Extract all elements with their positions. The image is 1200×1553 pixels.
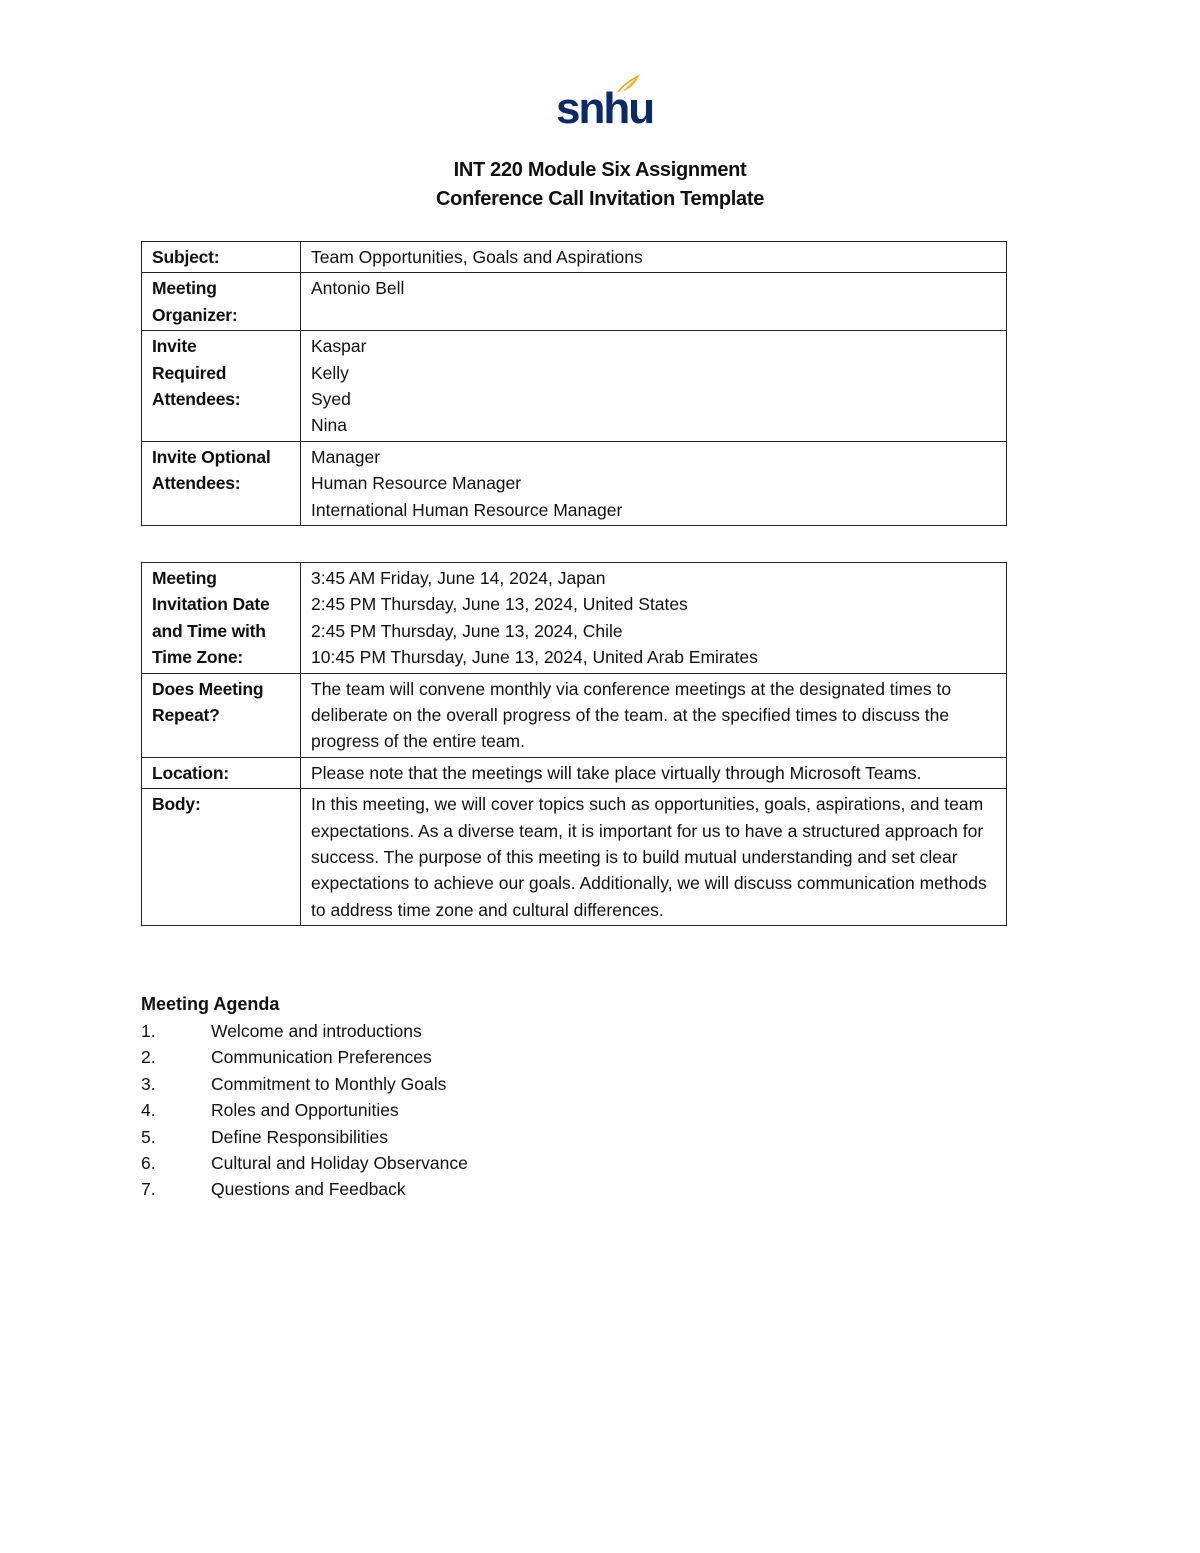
location-label: Location: — [142, 757, 301, 788]
organizer-label: Meeting Organizer: — [142, 273, 301, 331]
organizer-value: Antonio Bell — [301, 273, 1007, 331]
list-item — [141, 1018, 1007, 1044]
list-item: Nina — [311, 415, 347, 436]
table-row-datetime — [142, 563, 1007, 674]
agenda-text: Cultural and Holiday Observance — [211, 1152, 468, 1173]
agenda-text: Communication Preferences — [211, 1047, 432, 1068]
list-item: 2:45 PM Thursday, June 13, 2024, United States — [311, 594, 688, 615]
agenda-text: Commitment to Monthly Goals — [211, 1073, 447, 1094]
location-value: Please note that the meetings will take place virtually through Microsoft Teams. — [301, 757, 1007, 788]
agenda-list — [141, 1018, 1007, 1203]
list-item — [141, 1124, 1007, 1150]
list-item — [141, 1150, 1007, 1176]
table-row-optional-attendees — [142, 441, 1007, 525]
document-title — [0, 156, 1200, 214]
invitation-table-details — [141, 562, 1007, 926]
list-item: Kaspar — [311, 336, 367, 357]
table-row-location — [142, 757, 1007, 788]
body-label: Body: — [142, 789, 301, 926]
agenda-heading: Meeting Agenda — [141, 994, 280, 1014]
list-item: International Human Resource Manager — [311, 499, 623, 520]
title-line-2: Conference Call Invitation Template — [435, 188, 765, 210]
agenda-number: 2. — [141, 1047, 156, 1068]
datetime-label: Meeting Invitation Date and Time with Time Zone: — [142, 563, 301, 674]
repeat-value: The team will convene monthly via conference meetings at the designated times to deliberate on the overall progress of the team. at the specified times to discuss the progress of the entire team. — [301, 673, 1007, 757]
required-attendees-label: Invite Required Attendees: — [142, 331, 301, 442]
body-value: In this meeting, we will cover topics such as opportunities, goals, aspirations, and team expectations. As a diverse team, it is important for us to have a structured approach for success. The purpose of this meeting is to build mutual understanding and set clear expectations to achieve our goals. Additionally, we will discuss communication methods to address time zone and cultural differences. — [301, 789, 1007, 926]
agenda-number: 7. — [141, 1179, 156, 1200]
table-row-subject — [142, 242, 1007, 273]
list-item — [141, 1176, 1007, 1202]
agenda-text: Welcome and introductions — [211, 1021, 422, 1041]
logo-wordmark: snhu — [556, 84, 654, 133]
title-line-1: INT 220 Module Six Assignment — [453, 159, 747, 181]
invitation-table-attendees — [141, 241, 1007, 526]
repeat-label: Does Meeting Repeat? — [142, 673, 301, 757]
agenda-number: 4. — [141, 1100, 156, 1121]
meeting-agenda — [141, 990, 1007, 1203]
agenda-number: 3. — [141, 1073, 156, 1094]
table-row-organizer — [142, 273, 1007, 331]
snhu-logo — [556, 72, 654, 134]
optional-attendees-label: Invite Optional Attendees: — [142, 441, 301, 525]
list-item: 10:45 PM Thursday, June 13, 2024, United Arab Emirates — [311, 647, 758, 668]
list-item — [141, 1097, 1007, 1123]
list-item: Kelly — [311, 362, 349, 383]
list-item — [141, 1044, 1007, 1070]
optional-attendees-value — [301, 441, 1007, 525]
agenda-number: 1. — [141, 1021, 156, 1041]
list-item: Manager — [311, 446, 381, 467]
table-row-repeat — [142, 673, 1007, 757]
required-attendees-value — [301, 331, 1007, 442]
list-item: 2:45 PM Thursday, June 13, 2024, Chile — [311, 620, 623, 641]
datetime-value — [301, 563, 1007, 674]
agenda-text: Define Responsibilities — [211, 1126, 389, 1147]
list-item — [141, 1071, 1007, 1097]
agenda-number: 6. — [141, 1152, 156, 1173]
list-item: Human Resource Manager — [311, 473, 522, 494]
agenda-number: 5. — [141, 1126, 156, 1147]
list-item: Syed — [311, 389, 351, 410]
subject-value: Team Opportunities, Goals and Aspirations — [301, 242, 1007, 273]
subject-label: Subject: — [142, 242, 301, 273]
table-row-required-attendees — [142, 331, 1007, 442]
agenda-text: Questions and Feedback — [211, 1179, 406, 1200]
agenda-text: Roles and Opportunities — [211, 1100, 399, 1121]
list-item: 3:45 AM Friday, June 14, 2024, Japan — [311, 568, 606, 588]
table-row-body — [142, 789, 1007, 926]
